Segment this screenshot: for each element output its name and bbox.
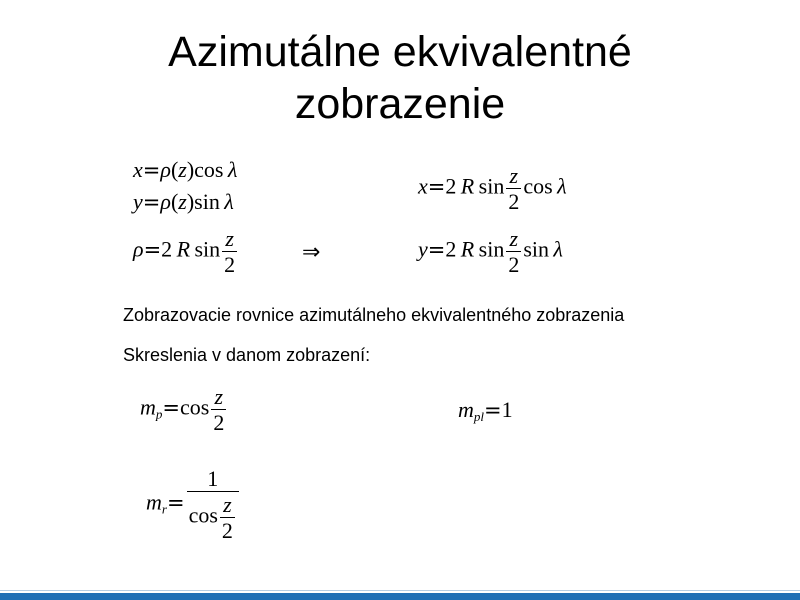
fraction-z-over-2: $\frac{z}{2}$ [508,226,520,277]
equation-y-rho: y=ρ(z)sin λ [133,189,234,214]
footer-divider [0,590,800,591]
implies-arrow: ⇒ [302,239,321,264]
fraction-z-over-2: $\frac{z}{2}$ [221,492,233,543]
equation-x-result: x=2 R sin $\frac{z}{2}$ cos λ [418,163,567,214]
footer-accent-bar [0,593,800,600]
fraction-z-over-2: $\frac{z}{2}$ [213,384,225,435]
equation-mpl: $m_{pl}=1$ [458,397,513,424]
equation-mr: $m_r=$ 1 cos $\frac{z}{2}$ [146,466,241,543]
title-line-2: zobrazenie [294,80,506,128]
fraction-z-over-2: $\frac{z}{2}$ [508,163,520,214]
fraction-z-over-2: $\frac{z}{2}$ [224,226,236,277]
distortions-label: Skreslenia v danom zobrazení: [123,345,371,365]
equation-rho: ρ=2 R sin $\frac{z}{2}$ [133,226,236,277]
equations-caption: Zobrazovacie rovnice azimutálneho ekvivalentného zobrazenia [123,305,625,325]
fraction-one-over-cos: 1 cos $\frac{z}{2}$ [187,466,239,543]
equation-y-result: y=2 R sin $\frac{z}{2}$ sin λ [418,226,563,277]
slide-title [0,26,800,130]
equation-x-rho: x=ρ(z)cos λ [133,157,238,182]
equation-mp: $m_p=\cos$ $\frac{z}{2}$ [140,384,225,435]
title-line-1: Azimutálne ekvivalentné [168,28,632,76]
